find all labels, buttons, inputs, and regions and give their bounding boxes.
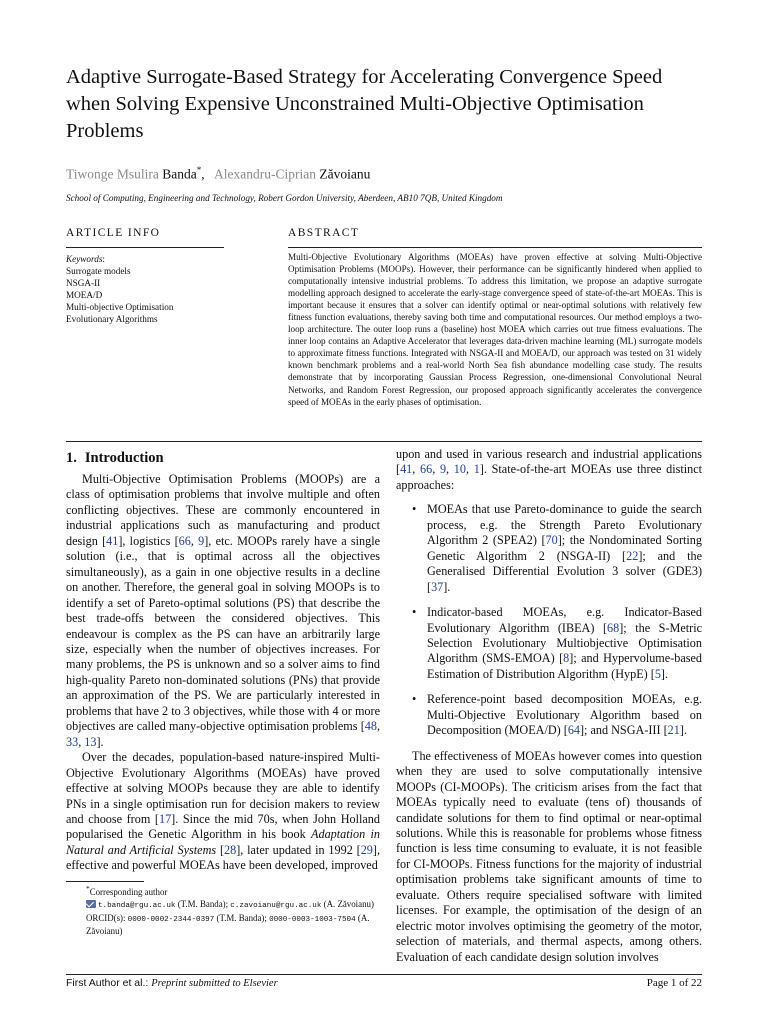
article-info-heading: ARTICLE INFO xyxy=(66,227,161,239)
section-heading-introduction xyxy=(66,450,164,467)
keyword: NSGA-II xyxy=(66,278,101,289)
citation-link[interactable]: 68 xyxy=(607,620,620,635)
author-1-family: Banda xyxy=(162,166,197,182)
list-item: • MOEAs that use Pareto-dominance to guide the search process, e.g. the Strength Pareto Evolutionary Algorithm 2 (SPEA2) [70]; the Nondominated Sorting Genetic Algorithm 2 (NSGA-II) [22]; and the Generalised Differential Evolution 3 solver (GDE3) [37]. xyxy=(427,502,702,595)
abstract-heading: ABSTRACT xyxy=(288,227,360,239)
citation-link[interactable]: 41 xyxy=(400,462,413,477)
intro-paragraph-3: The effectiveness of MOEAs however comes into question when they are used to solve computationally intensive MOOPs (CI-MOOPs). The criticism arises from the fact that MOEAs typically need to evaluate (tens of) thousands of candidate solutions for them to find optimal or near-optimal solutions. While this is reasonable for problems whose fitness function is less time consuming to evaluate, it is not feasible for CI-MOOPs. Fitness functions for the majority of industrial optimisation problems take significant amounts of time to evaluate. Others require specialised software with limited licenses. For example, the optimisation of the design of an electric motor involves optimising the geometry of the motor, selection of materials, and thermal aspects, among others. Evaluation of each candidate design solution involves xyxy=(396,748,702,964)
citation-link[interactable]: 9 xyxy=(198,533,205,548)
footnote-rule xyxy=(66,881,144,882)
article-info-rule xyxy=(66,247,224,248)
citation-link[interactable]: 64 xyxy=(567,723,580,738)
citation-link[interactable]: 8 xyxy=(563,651,570,666)
email-link[interactable]: t.banda@rgu.ac.uk xyxy=(98,901,176,910)
citation-link[interactable]: 66 xyxy=(178,533,191,548)
list-item: • Reference-point based decomposition MOEAs, e.g. Multi-Objective Evolutionary Algorithm based on Decomposition (MOEA/D) [64]; and NSGA-III [21]. xyxy=(427,692,702,738)
section-number: 1. xyxy=(66,450,77,466)
book-title: Adaptation in Natural and Artificial Systems xyxy=(66,827,380,857)
citation-link[interactable]: 5 xyxy=(654,666,661,681)
author-2-family: Zăvoianu xyxy=(319,166,371,182)
citation-link[interactable]: 33 xyxy=(66,734,79,749)
orcid-link[interactable]: 0000-0002-2344-0397 xyxy=(127,915,215,924)
citation-link[interactable]: 22 xyxy=(626,548,639,563)
author-1-given: Tiwonge Msulira xyxy=(66,166,159,182)
right-column xyxy=(396,447,702,965)
header-divider xyxy=(66,441,702,442)
approaches-lead-in: upon and used in various research and industrial applications [41, 66, 9, 10, 1]. State-of-the-art MOEAs use three distinct approaches: xyxy=(396,447,702,492)
author-2-given: Alexandru-Ciprian xyxy=(214,166,316,182)
left-column xyxy=(66,472,380,874)
affiliation: School of Computing, Engineering and Technology, Robert Gordon University, Aberdeen, AB10 7QB, United Kingdom xyxy=(66,193,503,203)
orcid-link[interactable]: 0000-0003-1003-7504 xyxy=(269,915,356,924)
citation-link[interactable]: 10 xyxy=(453,462,466,477)
citation-link[interactable]: 1 xyxy=(473,462,480,477)
citation-link[interactable]: 37 xyxy=(431,579,444,594)
citation-link[interactable]: 66 xyxy=(420,462,433,477)
citation-link[interactable]: 41 xyxy=(106,533,119,548)
citation-link[interactable]: 48 xyxy=(364,719,377,734)
citation-link[interactable]: 28 xyxy=(224,842,237,857)
keywords-block: Keywords: Surrogate models NSGA-II MOEA/D Multi-objective Optimisation Evolutionary Algorithms xyxy=(66,253,236,326)
keywords-label: Keywords xyxy=(66,254,103,264)
intro-paragraph-1: Multi-Objective Optimisation Problems (MOOPs) are a class of optimisation problems that involve multiple and often conflicting objectives. These are commonly encountered in industrial applications such as manufacturing and product design [41], logistics [66, 9], etc. MOOPs rarely have a single solution (i.e., that is optimal across all the objectives simultaneously), as a gain in one objective results in a decline on another. Therefore, the general goal in solving MOOPs is to identify a set of Pareto-optimal solutions (PS) that describe the best trade-offs between the considered objectives. This endeavour is complex as the PS can have an arbitrarily large size, especially when the number of objectives increases. For many problems, the PS is unknown and so a solver aims to find high-quality Pareto non-dominated solutions (PNs) that provide an approximation of the PS. We are particularly interested in problems that have 2 to 3 objectives, while those with 4 or more objectives are called many-objective optimisation problems [48, 33, 13]. xyxy=(66,472,381,749)
paper-title: Adaptive Surrogate-Based Strategy for Accelerating Convergence Speed when Solving Expensive Unconstrained Multi-Objective Optimisation Problems xyxy=(66,66,663,142)
footnote: *Corresponding author t.banda@rgu.ac.uk (T.M. Banda); c.zavoianu@rgu.ac.uk (A. Zăvoianu) ORCID(s): 0000-0002-2344-0397 (T.M. Banda); 0000-0003-1003-7504 (A. Zăvoianu) xyxy=(86,884,374,937)
keyword: Evolutionary Algorithms xyxy=(66,314,158,325)
citation-link[interactable]: 70 xyxy=(545,533,558,548)
email-link[interactable]: c.zavoianu@rgu.ac.uk xyxy=(230,901,322,910)
citation-link[interactable]: 29 xyxy=(360,842,373,857)
preprint-note: Preprint submitted to Elsevier xyxy=(151,978,278,989)
email-icon xyxy=(86,900,96,908)
list-item: • Indicator-based MOEAs, e.g. Indicator-Based Evolutionary Algorithm (IBEA) [68]; the S-Metric Selection Evolutionary Multiobjective Optimisation Algorithm (SMS-EMOA) [8]; and Hypervolume-based Estimation of Distribution Algorithm (HypE) [5]. xyxy=(427,605,702,682)
footer-rule xyxy=(66,974,702,975)
keyword: Surrogate models xyxy=(66,266,131,277)
page-number: Page 1 of 22 xyxy=(646,977,702,989)
section-title: Introduction xyxy=(84,450,164,466)
citation-link[interactable]: 13 xyxy=(84,734,97,749)
citation-link[interactable]: 9 xyxy=(439,462,447,477)
abstract-rule xyxy=(288,247,702,248)
citation-link[interactable]: 17 xyxy=(158,811,172,826)
running-footer: First Author et al.: Preprint submitted to Elsevier xyxy=(66,977,278,989)
author-line: Tiwonge Msulira Banda*, Alexandru-Ciprian Zăvoianu xyxy=(66,165,371,182)
keyword: MOEA/D xyxy=(66,290,103,301)
abstract-text: Multi-Objective Evolutionary Algorithms (MOEAs) have proven effective at solving Multi-Objective Optimisation Problems (MOOPs). However, their performance can be significantly hindered when applied to computationally intensive industrial problems. To address this limitation, we propose an adaptive surrogate modelling approach designed to accelerate the early-stage convergence speed of state-of-the-art MOEAs. This is important because it ensures that a solver can identify optimal or near-optimal solutions with relatively few fitness function evaluations, thereby saving both time and computational resources. Our method employs a two-loop architecture. The outer loop runs a (baseline) host MOEA which carries out true fitness evaluations. The inner loop contains an Adaptive Accelerator that leverages data-driven machine learning (ML) surrogate models to approximate fitness functions. Integrated with NSGA-II and MOEA/D, our approach was tested on 31 widely known benchmark problems and a real-world North Sea fish abundance modelling case study. The results demonstrate that by incorporating Gaussian Process Regression, one-dimensional Convolutional Neural Networks, and Random Forest Regression, our proposed approach significantly accelerates the convergence speed of MOEAs in the early phases of optimisation. xyxy=(288,252,702,407)
citation-link[interactable]: 21 xyxy=(667,723,680,738)
approach-list xyxy=(396,502,702,738)
keyword: Multi-objective Optimisation xyxy=(66,302,174,313)
intro-paragraph-2: Over the decades, population-based nature-inspired Multi-Objective Evolutionary Algorithms (MOEAs) have proved effective at solving MOOPs because they are able to identify PNs in a single optimisation run for decision makers to review and choose from [17]. Since the mid 70s, when John Holland popularised the Genetic Algorithm in his book Adaptation in Natural and Artificial Systems [28], later updated in 1992 [29], effective and powerful MOEAs have been developed, improved xyxy=(66,750,380,873)
author-1-mark: * xyxy=(196,165,202,175)
corresponding-author-note: Corresponding author xyxy=(89,886,168,897)
